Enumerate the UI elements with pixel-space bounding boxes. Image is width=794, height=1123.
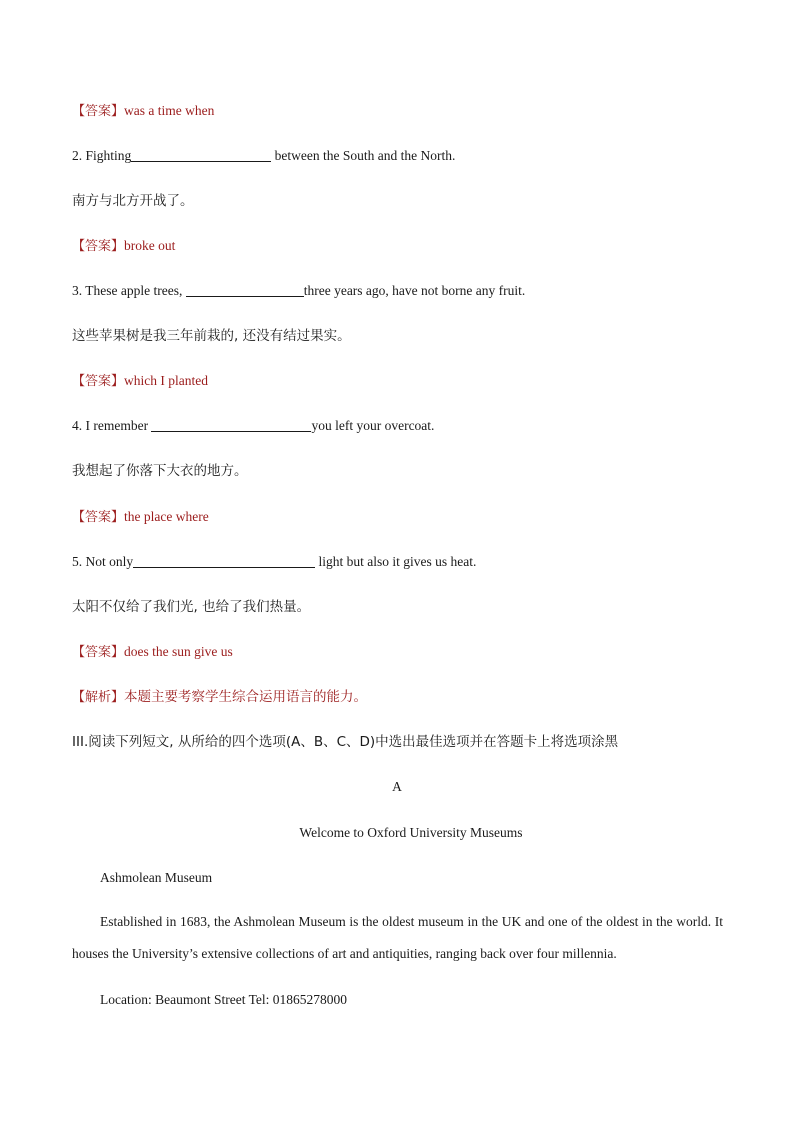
answer-text: which I planted — [124, 373, 208, 388]
question-text-before: 4. I remember — [72, 418, 152, 433]
answer-line-1 — [72, 102, 214, 121]
answer-text: broke out — [124, 238, 176, 253]
analysis-text: 本题主要考察学生综合运用语言的能力。 — [124, 689, 368, 705]
museum-location: Location: Beaumont Street Tel: 01865278000 — [100, 992, 348, 1007]
answer-blank[interactable] — [131, 147, 271, 162]
answer-blank[interactable] — [151, 417, 311, 432]
museum-description: Established in 1683, the Ashmolean Museum is the oldest museum in the UK and one of the oldest in the world. It houses the University’s extensive collections of art and antiquities, ranging back over four millennia. — [72, 914, 723, 961]
question-5 — [72, 553, 476, 571]
analysis-line — [72, 688, 367, 707]
answer-tag: 【答案】 — [72, 374, 125, 389]
answer-line-2 — [72, 237, 175, 256]
question-text-after: light but also it gives us heat. — [315, 554, 477, 569]
answer-tag: 【答案】 — [72, 645, 125, 660]
answer-blank[interactable] — [133, 553, 315, 568]
answer-text: was a time when — [124, 103, 215, 118]
question-4 — [72, 417, 434, 435]
question-text-after: three years ago, have not borne any fruit. — [303, 283, 526, 298]
question-text-before: 5. Not only — [72, 554, 134, 569]
question-text-after: between the South and the North. — [271, 148, 456, 163]
answer-blank[interactable] — [186, 282, 304, 297]
section-instruction: III.阅读下列短文, 从所给的四个选项(A、B、C、D)中选出最佳选项并在答题卡上将选项涂黑 — [72, 734, 619, 750]
translation-2: 南方与北方开战了。 — [72, 193, 194, 209]
question-text-before: 3. These apple trees, — [72, 283, 186, 298]
answer-tag: 【答案】 — [72, 104, 125, 119]
answer-tag: 【答案】 — [72, 510, 125, 525]
museum-name: Ashmolean Museum — [100, 870, 213, 885]
answer-text: does the sun give us — [124, 644, 233, 659]
passage-letter: A — [392, 779, 402, 794]
answer-line-3 — [72, 372, 208, 391]
analysis-tag: 【解析】 — [72, 690, 125, 705]
translation-5: 太阳不仅给了我们光, 也给了我们热量。 — [72, 599, 311, 615]
answer-text: the place where — [124, 509, 209, 524]
passage-title: Welcome to Oxford University Museums — [299, 825, 523, 840]
translation-4: 我想起了你落下大衣的地方。 — [72, 463, 248, 479]
question-text-before: 2. Fighting — [72, 148, 132, 163]
question-2 — [72, 147, 455, 165]
answer-line-5 — [72, 643, 233, 662]
translation-3: 这些苹果树是我三年前栽的, 还没有结过果实。 — [72, 328, 351, 344]
question-text-after: you left your overcoat. — [311, 418, 435, 433]
answer-line-4 — [72, 508, 209, 527]
question-3 — [72, 282, 525, 300]
answer-tag: 【答案】 — [72, 239, 125, 254]
